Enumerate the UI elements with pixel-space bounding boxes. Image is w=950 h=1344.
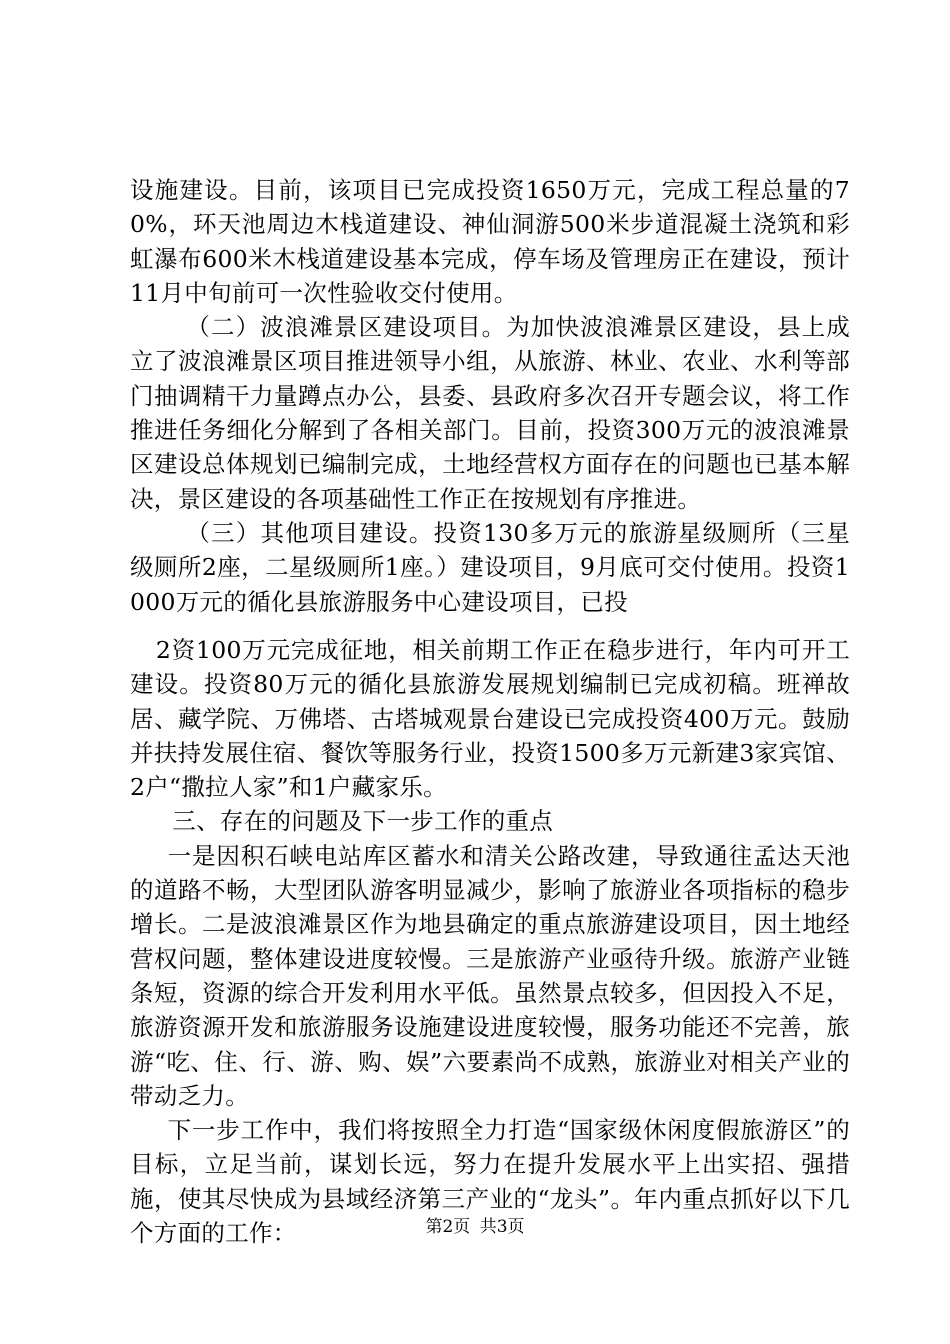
paragraph-next-steps: 下一步工作中，我们将按照全力打造“国家级休闲度假旅游区”的目标，立足当前，谋划长远，努力在提升发展水平上出实招、强措施，使其尽快成为县域经济第三产业的“龙头”。年内重点抓好以下几个方面的工作： — [130, 1116, 850, 1248]
section-heading-problems: 三、存在的问题及下一步工作的重点 — [172, 807, 554, 836]
page-footer — [0, 1215, 950, 1239]
text-block-lower — [130, 633, 850, 1250]
paragraph-investment-continuation: 2资100万元完成征地，相关前期工作正在稳步进行，年内可开工建设。投资80万元的循化县旅游发展规划编制已完成初稿。班禅故居、藏学院、万佛塔、古塔城观景台建设已完成投资400万元。鼓励并扶持发展住宿、餐饮等服务行业，投资1500多万元新建3家宾馆、2户“撒拉人家”和1户藏家乐。 — [130, 636, 850, 802]
paragraph-other-projects: （三）其他项目建设。投资130多万元的旅游星级厕所（三星级厕所2座，二星级厕所1座。）建设项目，9月底可交付使用。投资1000万元的循化县旅游服务中心建设项目，已投 — [130, 518, 850, 616]
page-total: 共3页 — [479, 1217, 525, 1237]
page-number: 第2页 — [425, 1217, 471, 1237]
paragraph-continuation: 设施建设。目前，该项目已完成投资1650万元，完成工程总量的70%，环天池周边木栈道建设、神仙洞游500米步道混凝土浇筑和彩虹瀑布600米木栈道建设基本完成，停车场及管理房正在建设，预计11月中旬前可一次性验收交付使用。 — [130, 176, 850, 307]
paragraph-problems: 一是因积石峡电站库区蓄水和清关公路改建，导致通往孟达天池的道路不畅，大型团队游客明显减少，影响了旅游业各项指标的稳步增长。二是波浪滩景区作为地县确定的重点旅游建设项目，因土地经营权问题，整体建设进度较慢。三是旅游产业亟待升级。旅游产业链条短，资源的综合开发利用水平低。虽然景点较多，但因投入不足，旅游资源开发和旅游服务设施建设进度较慢，服务功能还不完善，旅游“吃、住、行、游、购、娱”六要素尚不成熟，旅游业对相关产业的带动乏力。 — [130, 841, 850, 1110]
paragraph-langtan-project: （二）波浪滩景区建设项目。为加快波浪滩景区建设，县上成立了波浪滩景区项目推进领导小组，从旅游、林业、农业、水利等部门抽调精干力量蹲点办公，县委、县政府多次召开专题会议，将工作推进任务细化分解到了各相关部门。目前，投资300万元的波浪滩景区建设总体规划已编制完成，土地经营权方面存在的问题也已基本解决，景区建设的各项基础性工作正在按规划有序推进。 — [130, 313, 850, 513]
text-block-upper — [130, 173, 850, 619]
